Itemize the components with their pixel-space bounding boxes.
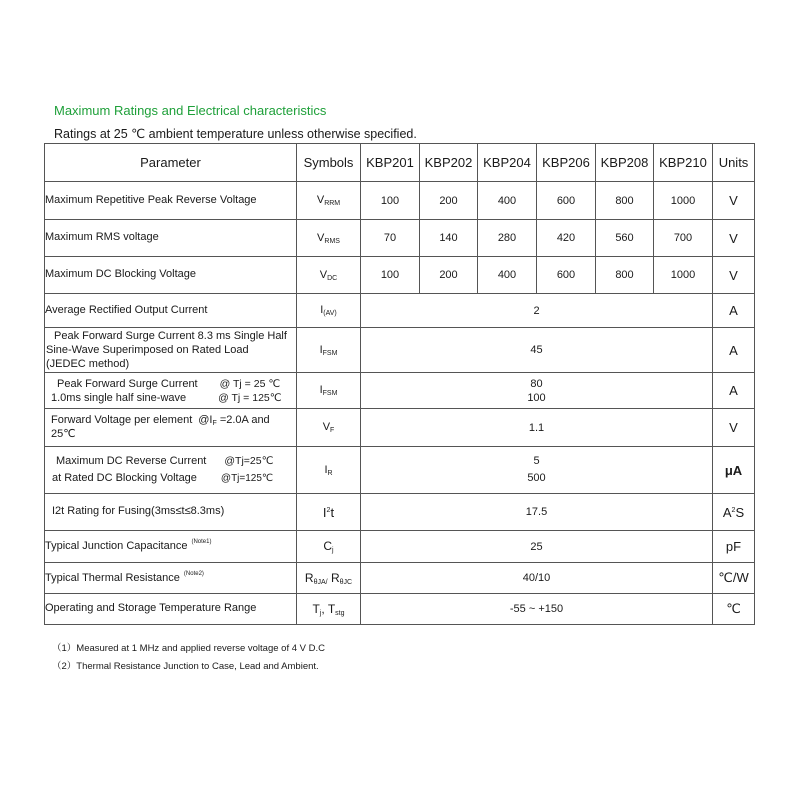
table-row [45, 294, 755, 328]
header-parameter: Parameter [45, 144, 297, 182]
header-model: KBP208 [596, 144, 654, 182]
value-cell: 1.1 [361, 409, 713, 447]
unit-cell: A [713, 294, 755, 328]
value-cell: 600 [537, 257, 596, 294]
table-row [45, 373, 755, 409]
symbol-cell: $V_{RMS}$ [297, 220, 361, 257]
param-label: Average Rectified Output Current [45, 294, 297, 328]
table-row [45, 531, 755, 563]
value-cell: 420 [537, 220, 596, 257]
value-cell: 80 100 [361, 373, 713, 409]
header-model: KBP202 [420, 144, 478, 182]
unit-cell: V [713, 257, 755, 294]
value-cell: 100 [361, 182, 420, 220]
unit-cell: V [713, 409, 755, 447]
symbol-cell: $V_{RRM}$ [297, 182, 361, 220]
unit-cell: V [713, 182, 755, 220]
symbol-cell: $V_F$ [297, 409, 361, 447]
value-cell: 25 [361, 531, 713, 563]
header-model: KBP204 [478, 144, 537, 182]
unit-cell: $A^2S$ [713, 494, 755, 531]
value-cell: 2 [361, 294, 713, 328]
param-label: Peak Forward Surge Current @ Tj = 25 ℃ 1.0ms single half sine-wave @ Tj = 125℃ [45, 373, 297, 409]
value-cell: 1000 [654, 182, 713, 220]
section-title: Maximum Ratings and Electrical characteristics [54, 103, 327, 118]
unit-cell: ℃ [713, 594, 755, 625]
ratings-table [44, 143, 755, 625]
table-row [45, 409, 755, 447]
value-cell: 400 [478, 257, 537, 294]
table-row [45, 447, 755, 494]
table-row [45, 257, 755, 294]
value-cell: 200 [420, 182, 478, 220]
header-model: KBP206 [537, 144, 596, 182]
symbol-cell: $I_{FSM}$ [297, 328, 361, 373]
footnotes [52, 640, 325, 676]
value-cell: 600 [537, 182, 596, 220]
symbol-cell: $I_{(AV)}$ [297, 294, 361, 328]
symbol-cell: $I_{FSM}$ [297, 373, 361, 409]
header-units: Units [713, 144, 755, 182]
value-cell: -55 ~ +150 [361, 594, 713, 625]
table-row [45, 220, 755, 257]
unit-cell: μA [713, 447, 755, 494]
value-cell: 1000 [654, 257, 713, 294]
table-row [45, 494, 755, 531]
symbol-cell: $C_j$ [297, 531, 361, 563]
param-label: Maximum Repetitive Peak Reverse Voltage [45, 182, 297, 220]
value-cell: 800 [596, 182, 654, 220]
value-cell: 70 [361, 220, 420, 257]
value-cell: 45 [361, 328, 713, 373]
footnote: （1）Measured at 1 MHz and applied reverse voltage of 4 V D.C [52, 643, 325, 654]
unit-cell: pF [713, 531, 755, 563]
param-label: Typical Thermal Resistance $^{(Note2)}$ [45, 563, 297, 594]
value-cell: 200 [420, 257, 478, 294]
value-cell: 560 [596, 220, 654, 257]
symbol-cell: $V_{DC}$ [297, 257, 361, 294]
table-row [45, 563, 755, 594]
param-label: Maximum RMS voltage [45, 220, 297, 257]
value-cell: 700 [654, 220, 713, 257]
value-cell: 100 [361, 257, 420, 294]
symbol-cell: $R_{\theta JA/}$ $R_{\theta JC}$ [297, 563, 361, 594]
param-label: Forward Voltage per element $@I_F =2.0A$ and 25℃ [45, 409, 297, 447]
unit-cell: ℃/W [713, 563, 755, 594]
param-label: Peak Forward Surge Current 8.3 ms Single Half Sine-Wave Superimposed on Rated Load (JEDEC method) [45, 328, 297, 373]
value-cell: 5 500 [361, 447, 713, 494]
table-row [45, 182, 755, 220]
param-label: Maximum DC Blocking Voltage [45, 257, 297, 294]
header-row [45, 144, 755, 182]
unit-cell: A [713, 373, 755, 409]
param-label: Maximum DC Reverse Current @Tj=25℃ at Rated DC Blocking Voltage @Tj=125℃ [45, 447, 297, 494]
header-model: KBP201 [361, 144, 420, 182]
value-cell: 140 [420, 220, 478, 257]
symbol-cell: $I_R$ [297, 447, 361, 494]
value-cell: 400 [478, 182, 537, 220]
table-row [45, 594, 755, 625]
unit-cell: V [713, 220, 755, 257]
param-label: Typical Junction Capacitance $^{(Note1)}$ [45, 531, 297, 563]
value-cell: 280 [478, 220, 537, 257]
unit-cell: A [713, 328, 755, 373]
section-subtitle: Ratings at 25 ℃ ambient temperature unless otherwise specified. [54, 127, 417, 141]
value-cell: 17.5 [361, 494, 713, 531]
table-row [45, 328, 755, 373]
param-label: I2t Rating for Fusing(3ms≤t≤8.3ms) [45, 494, 297, 531]
symbol-cell: $T_j$, $T_{stg}$ [297, 594, 361, 625]
value-cell: 40/10 [361, 563, 713, 594]
footnote: （2）Thermal Resistance Junction to Case, Lead and Ambient. [52, 661, 319, 672]
param-label: Operating and Storage Temperature Range [45, 594, 297, 625]
header-symbols: Symbols [297, 144, 361, 182]
symbol-cell: $I^2t$ [297, 494, 361, 531]
header-model: KBP210 [654, 144, 713, 182]
value-cell: 800 [596, 257, 654, 294]
